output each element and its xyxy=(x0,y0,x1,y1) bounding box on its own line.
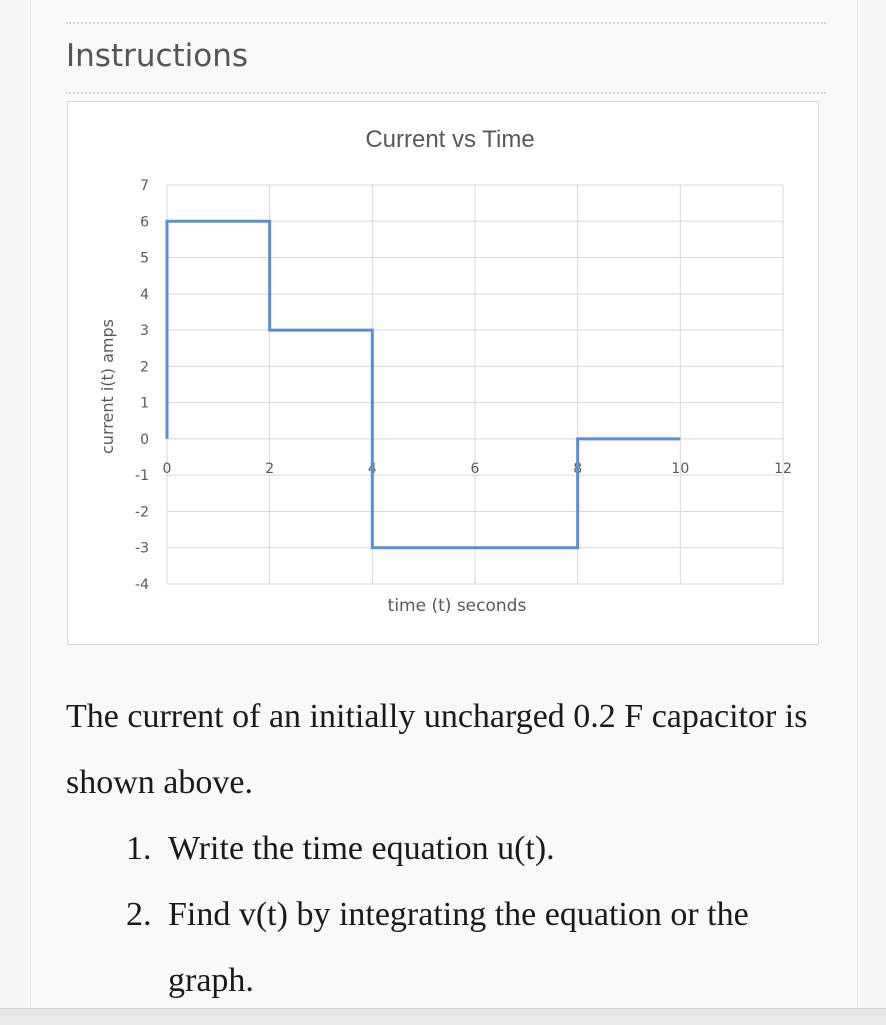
y-tick-label: 4 xyxy=(140,286,149,303)
y-tick-label: 3 xyxy=(140,323,149,340)
y-tick-label: -3 xyxy=(135,540,149,557)
problem-statement xyxy=(66,684,836,1014)
chart-figure xyxy=(67,101,819,645)
y-tick-label: 5 xyxy=(140,250,149,267)
y-tick-label: 2 xyxy=(140,359,149,376)
problem-paragraph: The current of an initially uncharged 0.2 F capacitor is shown above. xyxy=(66,698,808,801)
x-tick-label: 10 xyxy=(671,460,690,477)
instructions-heading: Instructions xyxy=(66,38,249,74)
x-tick-label: 0 xyxy=(162,460,172,477)
y-axis-label: current i(t) amps xyxy=(98,319,117,454)
y-tick-label: -4 xyxy=(135,577,149,593)
x-tick-label: 12 xyxy=(774,460,792,477)
x-axis-label: time (t) seconds xyxy=(387,596,527,616)
y-tick-label: 7 xyxy=(140,178,149,194)
series-line xyxy=(167,221,680,547)
chart-title: Current vs Time xyxy=(365,126,535,153)
x-tick-label: 8 xyxy=(573,460,583,477)
y-tick-label: 1 xyxy=(140,395,149,412)
y-tick-label: 6 xyxy=(140,214,149,231)
y-tick-label: -1 xyxy=(135,468,149,485)
divider-heading xyxy=(66,92,826,94)
bottom-bar xyxy=(0,1008,886,1025)
x-tick-label: 6 xyxy=(470,460,480,477)
steps-list xyxy=(66,816,836,1014)
divider-top xyxy=(66,22,826,24)
x-tick-label: 2 xyxy=(265,460,275,477)
x-tick-label: 4 xyxy=(367,460,377,477)
current-vs-time-chart xyxy=(68,102,820,646)
step-item: 2. Find v(t) by integrating the equation or the graph. xyxy=(160,882,836,1014)
y-tick-label: -2 xyxy=(135,504,149,521)
step-item: 1. Write the time equation u(t). xyxy=(160,816,836,882)
y-tick-label: 0 xyxy=(140,431,149,448)
